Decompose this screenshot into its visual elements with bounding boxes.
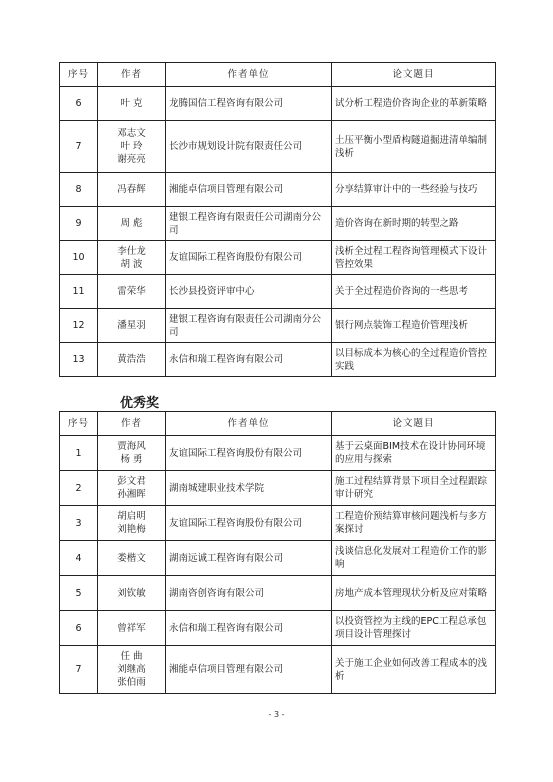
table-row [60, 173, 496, 207]
cell-unit: 永信和瑞工程咨询有限公司 [166, 611, 332, 646]
cell-author: 李仕龙 胡 波 [98, 241, 166, 275]
cell-author: 娄楷文 [98, 541, 166, 576]
awards-table-1 [59, 62, 496, 377]
col-header-unit: 作者单位 [166, 412, 332, 436]
awards-table-2 [59, 411, 496, 694]
page-number: - 3 - [268, 710, 285, 719]
cell-unit: 龙腾国信工程咨询有限公司 [166, 87, 332, 121]
table-header-row [60, 63, 496, 87]
cell-title: 土压平衡小型盾构隧道掘进清单编制浅析 [332, 121, 496, 173]
cell-title: 浅谈信息化发展对工程造价工作的影响 [332, 541, 496, 576]
col-header-unit: 作者单位 [166, 63, 332, 87]
col-header-author: 作者 [98, 63, 166, 87]
cell-no: 2 [60, 471, 98, 506]
table-row [60, 576, 496, 611]
section-title: 优秀奖 [120, 396, 160, 411]
cell-no: 13 [60, 343, 98, 377]
cell-author: 黄浩浩 [98, 343, 166, 377]
col-header-author: 作者 [98, 412, 166, 436]
cell-author: 潘星羽 [98, 309, 166, 343]
cell-title: 基于云桌面BIM技术在设计协同环境的应用与探索 [332, 436, 496, 471]
table-row [60, 471, 496, 506]
cell-author: 胡启明 刘艳梅 [98, 506, 166, 541]
cell-title: 试分析工程造价咨询企业的革新策略 [332, 87, 496, 121]
cell-unit: 湖南远诚工程咨询有限公司 [166, 541, 332, 576]
cell-no: 11 [60, 275, 98, 309]
cell-no: 10 [60, 241, 98, 275]
col-header-title: 论文题目 [332, 412, 496, 436]
table-row [60, 241, 496, 275]
cell-unit: 湘能卓信项目管理有限公司 [166, 173, 332, 207]
cell-unit: 友谊国际工程咨询股份有限公司 [166, 506, 332, 541]
cell-author: 雷荣华 [98, 275, 166, 309]
cell-unit: 建银工程咨询有限责任公司湖南分公司 [166, 309, 332, 343]
cell-author: 彭文君 孙湘晖 [98, 471, 166, 506]
table-row [60, 436, 496, 471]
cell-no: 8 [60, 173, 98, 207]
cell-unit: 友谊国际工程咨询股份有限公司 [166, 436, 332, 471]
col-header-title: 论文题目 [332, 63, 496, 87]
cell-title: 工程造价预结算审核问题浅析与多方案探讨 [332, 506, 496, 541]
cell-author: 周 彪 [98, 207, 166, 241]
cell-author: 刘钦敏 [98, 576, 166, 611]
cell-unit: 友谊国际工程咨询股份有限公司 [166, 241, 332, 275]
cell-author: 任 曲 刘继高 张伯雨 [98, 646, 166, 694]
cell-no: 6 [60, 87, 98, 121]
cell-no: 6 [60, 611, 98, 646]
table-row [60, 207, 496, 241]
cell-no: 4 [60, 541, 98, 576]
cell-title: 关于全过程造价咨询的一些思考 [332, 275, 496, 309]
table-header-row [60, 412, 496, 436]
cell-no: 12 [60, 309, 98, 343]
cell-title: 浅析全过程工程咨询管理模式下设计管控效果 [332, 241, 496, 275]
cell-title: 以目标成本为核心的全过程造价管控实践 [332, 343, 496, 377]
table-row [60, 275, 496, 309]
cell-title: 银行网点装饰工程造价管理浅析 [332, 309, 496, 343]
cell-unit: 长沙县投资评审中心 [166, 275, 332, 309]
cell-author: 冯春辉 [98, 173, 166, 207]
cell-no: 7 [60, 646, 98, 694]
cell-no: 1 [60, 436, 98, 471]
cell-title: 房地产成本管理现状分析及应对策略 [332, 576, 496, 611]
table-row [60, 541, 496, 576]
col-header-no: 序号 [60, 63, 98, 87]
cell-author: 贾海风 杨 勇 [98, 436, 166, 471]
col-header-no: 序号 [60, 412, 98, 436]
cell-title: 施工过程结算背景下项目全过程跟踪审计研究 [332, 471, 496, 506]
cell-no: 5 [60, 576, 98, 611]
cell-unit: 湖南咨创咨询有限公司 [166, 576, 332, 611]
table-row [60, 121, 496, 173]
cell-unit: 湖南城建职业技术学院 [166, 471, 332, 506]
cell-title: 造价咨询在新时期的转型之路 [332, 207, 496, 241]
cell-no: 3 [60, 506, 98, 541]
table-row [60, 611, 496, 646]
cell-unit: 永信和瑞工程咨询有限公司 [166, 343, 332, 377]
cell-no: 7 [60, 121, 98, 173]
cell-unit: 湘能卓信项目管理有限公司 [166, 646, 332, 694]
cell-author: 叶 克 [98, 87, 166, 121]
cell-no: 9 [60, 207, 98, 241]
cell-unit: 长沙市规划设计院有限责任公司 [166, 121, 332, 173]
table-row [60, 646, 496, 694]
cell-author: 邓志文 叶 玲 谢亮亮 [98, 121, 166, 173]
table-row [60, 87, 496, 121]
cell-unit: 建银工程咨询有限责任公司湖南分公司 [166, 207, 332, 241]
cell-title: 分享结算审计中的一些经验与技巧 [332, 173, 496, 207]
table-row [60, 309, 496, 343]
cell-title: 以投资管控为主线的EPC工程总承包项目设计管理探讨 [332, 611, 496, 646]
table-row [60, 343, 496, 377]
cell-author: 曾祥军 [98, 611, 166, 646]
table-row [60, 506, 496, 541]
cell-title: 关于施工企业如何改善工程成本的浅析 [332, 646, 496, 694]
